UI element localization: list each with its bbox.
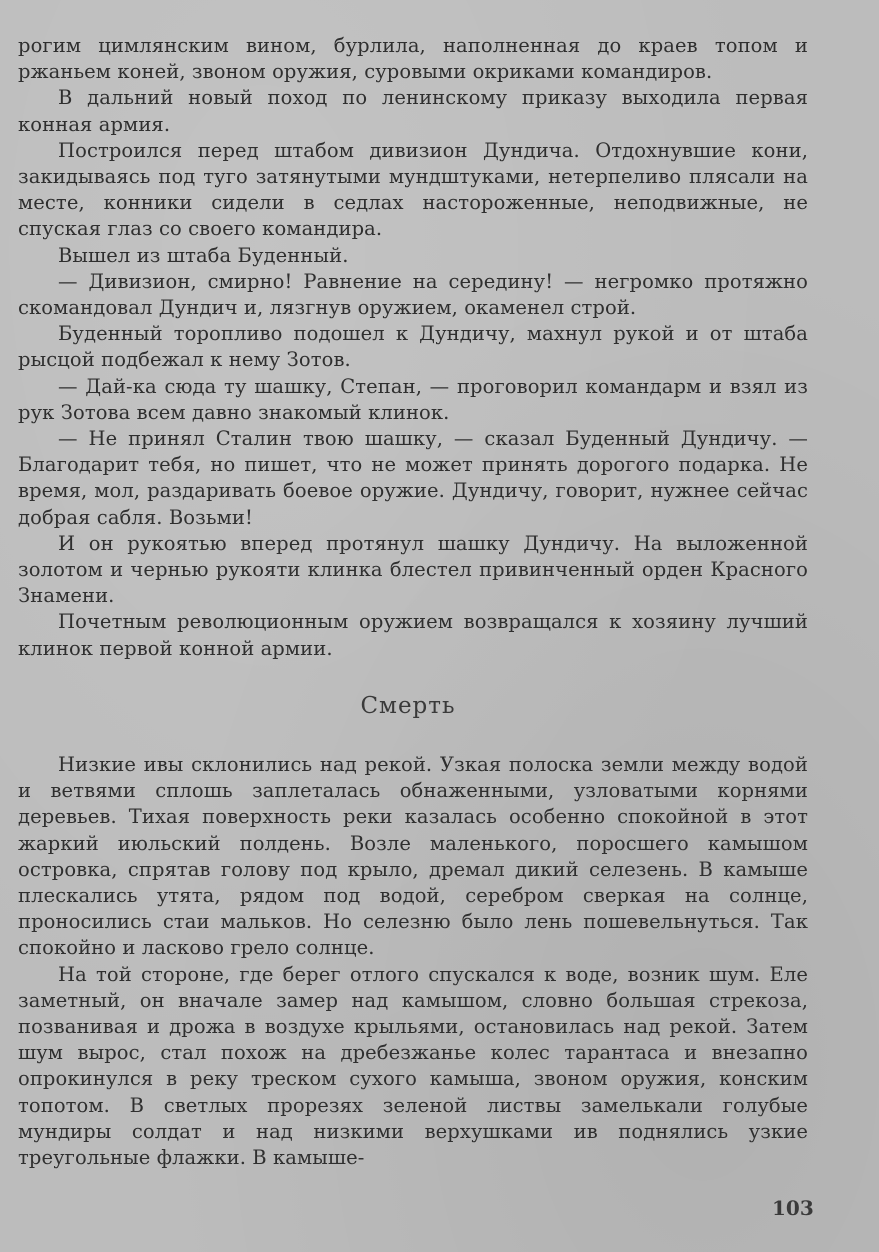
paragraph: Почетным революционным оружием возвращался к хозяину лучший клинок первой конной армии. xyxy=(18,610,808,660)
paragraph: И он рукоятью вперед протянул шашку Дундичу. На выложенной золотом и чернью рукояти клинка блестел привинченный орден Красного Знамени. xyxy=(18,531,808,608)
section-title: Смерть xyxy=(360,693,456,719)
paragraph: Вышел из штаба Буденный. xyxy=(58,243,349,267)
paragraph: На той стороне, где берег отлого спускался к воде, возник шум. Еле заметный, он вначале замер над камышом, словно большая стрекоза, позванивая и дрожа в воздухе крыльями, остановилась над рекой. Затем шум вырос, стал похож на дребезжанье колес тарантаса и внезапно опрокинулся в реку треском сухого камыша, звоном оружия, конским топотом. В светлых прорезях зеленой листвы замелькали голубые мундиры солдат и над низкими верхушками ив поднялись узкие треугольные флажки. В камыше- xyxy=(18,962,808,1170)
paragraph: рогим цимлянским вином, бурлила, наполненная до краев топом и ржаньем коней, звоном оружия, суровыми окриками командиров. xyxy=(18,34,808,84)
page-number: 103 xyxy=(772,1196,814,1220)
text-block-bottom xyxy=(18,752,808,1171)
paragraph: В дальний новый поход по ленинскому приказу выходила первая конная армия. xyxy=(18,86,808,136)
paragraph: Буденный торопливо подошел к Дундичу, махнул рукой и от штаба рысцой подбежал к нему Зотов. xyxy=(18,322,808,372)
paragraph: — Дивизион, смирно! Равнение на середину! — негромко протяжно скомандовал Дундич и, лязгнув оружием, окаменел строй. xyxy=(18,269,808,320)
paragraph: — Дай-ка сюда ту шашку, Степан, — проговорил командарм и взял из рук Зотова всем давно знакомый клинок. xyxy=(18,374,808,424)
text-block-top xyxy=(18,33,808,662)
paragraph: Низкие ивы склонились над рекой. Узкая полоска земли между водой и ветвями сплошь заплеталась обнаженными, узловатыми корнями деревьев. Тихая поверхность реки казалась особенно спокойной в этот жаркий июльский полдень. Возле маленького, поросшего камышом островка, спрятав голову под крыло, дремал дикий селезень. В камыше плескались утята, рядом под водой, серебром сверкая на солнце, проносились стаи мальков. Но селезню было лень пошевельнуться. Так спокойно и ласково грело солнце. xyxy=(18,753,808,960)
paragraph: — Не принял Сталин твою шашку, — сказал Буденный Дундичу. — Благодарит тебя, но пишет, что не может принять дорогого подарка. Не время, мол, раздаривать боевое оружие. Дундичу, говорит, нужнее сейчас добрая сабля. Возьми! xyxy=(18,427,808,529)
paragraph: Построился перед штабом дивизион Дундича. Отдохнувшие кони, закидываясь под туго затянутыми мундштуками, нетерпеливо плясали на месте, конники сидели в седлах настороженные, неподвижные, не спуская глаз со своего командира. xyxy=(18,138,808,241)
